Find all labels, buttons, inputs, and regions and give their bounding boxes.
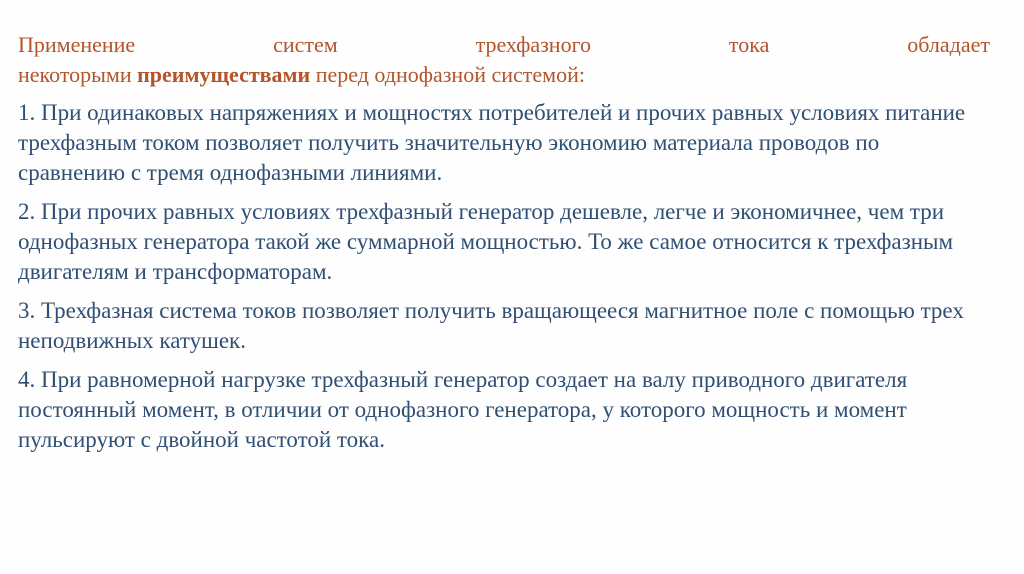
advantage-item-4: 4. При равномерной нагрузке трехфазный генератор создает на валу приводного двигателя постоянный момент, в отличии от однофазного генератора, у которого мощность и момент пульсируют с двойной частотой тока.: [18, 367, 908, 452]
intro-paragraph: [18, 30, 990, 90]
intro-line-1: [18, 30, 990, 60]
intro-word: Применение: [18, 32, 136, 57]
intro-text: некоторыми: [18, 62, 138, 87]
advantage-item-2: 2. При прочих равных условиях трехфазный генератор дешевле, легче и экономичнее, чем три однофазных генератора такой же суммарной мощностью. То же самое относится к трехфазным двигателям и трансформаторам.: [18, 199, 954, 284]
intro-word: систем: [273, 32, 338, 57]
intro-word: тока: [728, 32, 770, 57]
slide-content: [18, 30, 990, 464]
advantage-item-3: 3. Трехфазная система токов позволяет получить вращающееся магнитное поле с помощью трех неподвижных катушек.: [18, 298, 964, 353]
advantage-item-1: 1. При одинаковых напряжениях и мощностях потребителей и прочих равных условиях питание трехфазным током позволяет получить значительную экономию материала проводов по сравнению с тремя однофазными линиями.: [18, 100, 966, 185]
intro-emphasis: преимуществами: [137, 62, 311, 87]
intro-word: трехфазного: [475, 32, 592, 57]
intro-line-2: [18, 60, 990, 90]
intro-text: перед однофазной системой:: [310, 62, 585, 87]
intro-word: обладает: [907, 32, 990, 57]
